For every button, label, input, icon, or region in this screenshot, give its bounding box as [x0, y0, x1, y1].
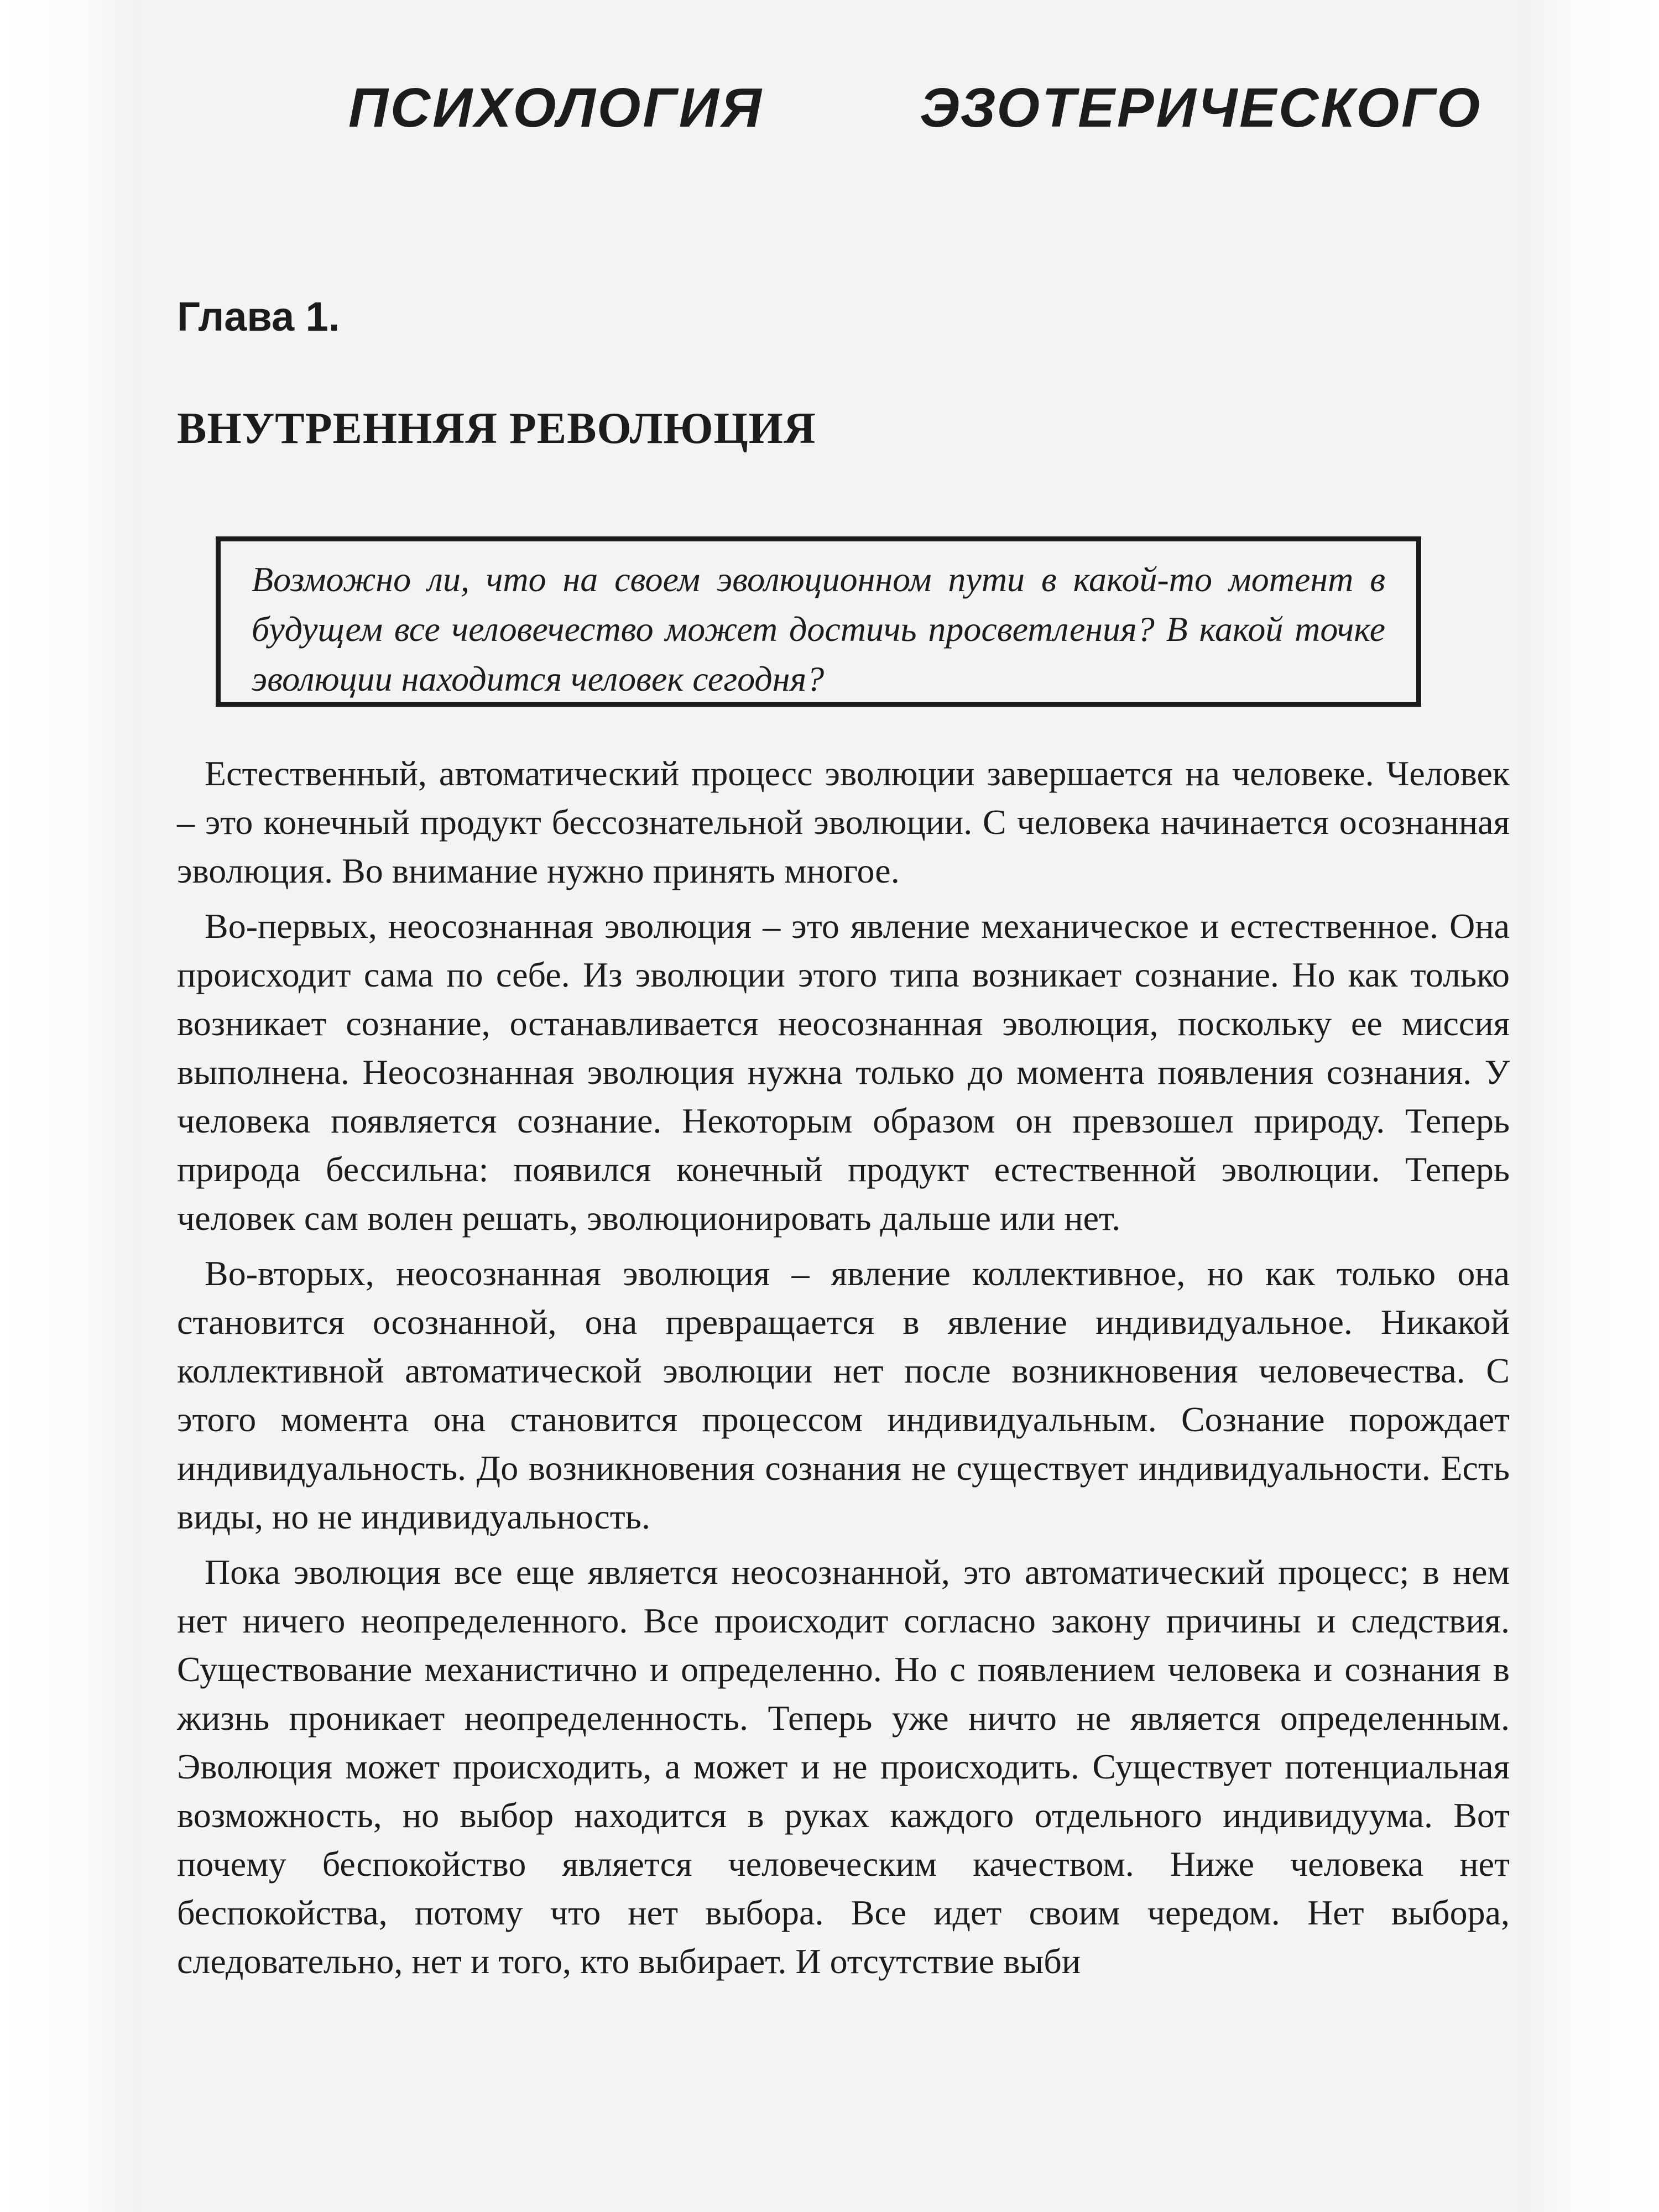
- chapter-title: ВНУТРЕННЯЯ РЕВОЛЮЦИЯ: [177, 404, 816, 453]
- paragraph-3: Во-вторых, неосознанная эволюция – явление коллективное, но как только она становится осознанной, она превращается в явление индивидуальное. Никакой коллективной автоматической эволюции нет после возникновения человечества. С этого момента она становится процессом индивидуальным. Сознание порождает индивидуальность. До возникновения сознания не существует индивидуальности. Есть виды, но не индивидуальность.: [177, 1254, 1510, 1536]
- running-header-word-1: ПСИХОЛОГИЯ: [348, 76, 764, 139]
- body-text: [177, 749, 1510, 1992]
- paragraph-1: Естественный, автоматический процесс эволюции завершается на человеке. Человек – это конечный продукт бессознательной эволюции. С человека начинается осознанная эволюция. Во внимание нужно принять многое.: [177, 754, 1510, 890]
- running-header: [348, 66, 1482, 149]
- epigraph-box: [216, 536, 1421, 707]
- running-header-word-2: ЭЗОТЕРИЧЕСКОГО: [920, 76, 1482, 139]
- scan-margin-right: [1521, 0, 1659, 2212]
- chapter-label: Глава 1.: [177, 294, 340, 340]
- paragraph-2: Во-первых, неосознанная эволюция – это явление механическое и естественное. Она происходит сама по себе. Из эволюции этого типа возникает сознание. Но как только возникает сознание, останавливается неосознанная эволюция, поскольку ее миссия выполнена. Неосознанная эволюция нужна только до момента появления сознания. У человека появляется сознание. Некоторым образом он превзошел природу. Теперь природа бессильна: появился конечный продукт естественной эволюции. Теперь человек сам волен решать, эволюционировать дальше или нет.: [177, 906, 1510, 1238]
- scan-margin-left: [0, 0, 138, 2212]
- epigraph-text: Возможно ли, что на своем эволюционном пути в какой-то моmент в будущем все человечество может достичь просветления? В какой точке эволюции находится человек сегодня?: [252, 560, 1385, 698]
- book-page: [138, 0, 1521, 2212]
- paragraph-4: Пока эволюция все еще является неосознанной, это автоматический процесс; в нем нет ничего неопределенного. Все происходит согласно закону причины и следствия. Существование механистично и определенно. Но с появлением человека и сознания в жизнь проникает неопределенность. Теперь уже ничто не является определенным. Эволюция может происходить, а может и не происходить. Существует потенциальная возможность, но выбор находится в руках каждого отдельного индивидуума. Вот почему беспокойство является человеческим качеством. Ниже человека нет беспокойства, потому что нет выбора. Все идет своим чередом. Нет выбора, следовательно, нет и того, кто выбирает. И отсутствие выби: [177, 1552, 1510, 1981]
